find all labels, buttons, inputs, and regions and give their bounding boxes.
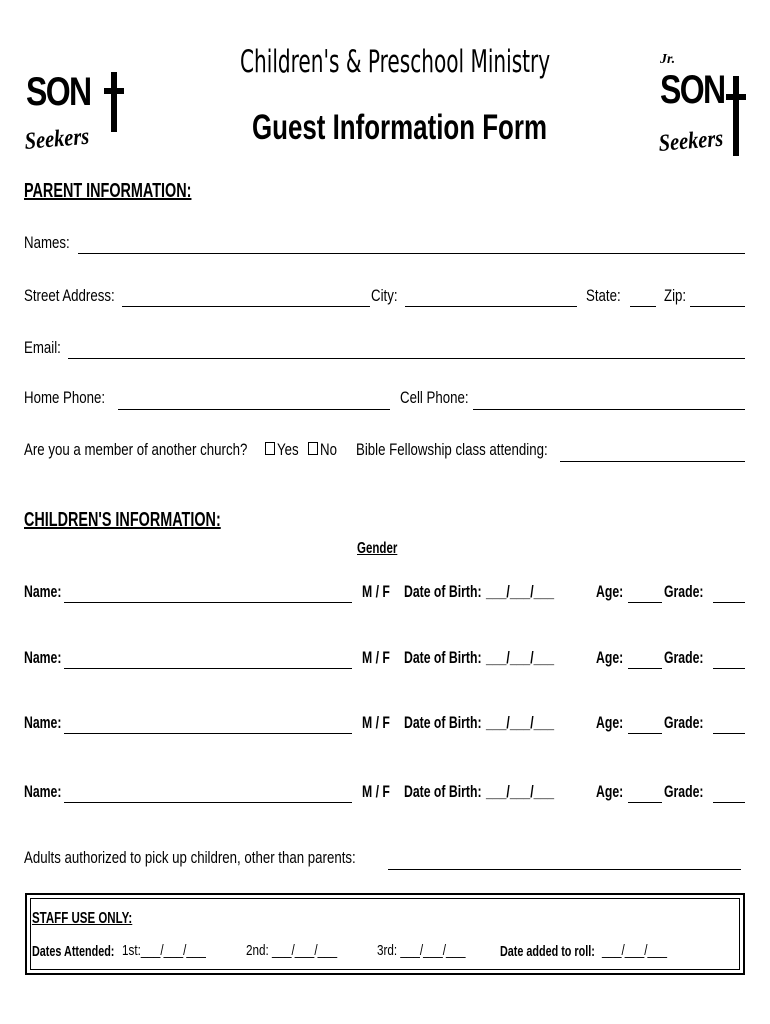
child-grade-label: Grade:: [664, 582, 704, 601]
child-age-label: Age:: [596, 582, 624, 601]
cell-phone-field[interactable]: [473, 409, 745, 410]
zip-field[interactable]: [690, 306, 745, 307]
son-seekers-logo-left: [24, 64, 119, 159]
child-name-label: Name:: [24, 582, 62, 601]
child-dob-field[interactable]: ___/___/___: [486, 782, 555, 801]
child-dob-field[interactable]: ___/___/___: [486, 713, 555, 732]
no-checkbox[interactable]: [308, 442, 318, 455]
adults-authorized-field[interactable]: [388, 869, 741, 870]
jr-son-seekers-logo-right: [656, 48, 751, 163]
child-grade-label: Grade:: [664, 648, 704, 667]
child-grade-field[interactable]: [713, 733, 745, 734]
children-section-heading: CHILDREN'S INFORMATION:: [24, 509, 221, 531]
parent-section-heading: PARENT INFORMATION:: [24, 180, 192, 202]
staff-use-box: [25, 893, 745, 975]
city-label: City:: [371, 286, 398, 305]
child-dob-label: Date of Birth:: [404, 648, 482, 667]
email-field[interactable]: [68, 358, 745, 359]
child-name-label: Name:: [24, 713, 62, 732]
zip-label: Zip:: [664, 286, 687, 305]
names-field[interactable]: [78, 253, 745, 254]
gender-header: Gender: [357, 540, 398, 557]
logo-right-seekers: Seekers: [657, 125, 724, 157]
home-phone-field[interactable]: [118, 409, 390, 410]
dates-attended-label: Dates Attended:: [32, 943, 115, 960]
street-address-field[interactable]: [122, 306, 370, 307]
child-age-label: Age:: [596, 713, 624, 732]
logo-left-seekers: Seekers: [23, 123, 90, 155]
staff-heading: STAFF USE ONLY:: [32, 910, 133, 927]
child-gender[interactable]: M / F: [362, 648, 390, 667]
home-phone-label: Home Phone:: [24, 388, 106, 407]
child-grade-label: Grade:: [664, 713, 704, 732]
fellowship-field[interactable]: [560, 461, 745, 462]
logo-right-jr: Jr.: [660, 52, 676, 67]
child-grade-field[interactable]: [713, 802, 745, 803]
child-gender[interactable]: M / F: [362, 713, 390, 732]
yes-label: Yes: [277, 440, 299, 459]
fellowship-label: Bible Fellowship class attending:: [356, 440, 548, 459]
first-attended-field[interactable]: 1st:___/___/___: [122, 942, 206, 959]
child-grade-field[interactable]: [713, 602, 745, 603]
street-address-label: Street Address:: [24, 286, 115, 305]
date-added-to-roll-field[interactable]: ___/___/___: [602, 942, 668, 959]
child-dob-label: Date of Birth:: [404, 782, 482, 801]
form-title: Guest Information Form: [252, 108, 547, 147]
names-label: Names:: [24, 233, 70, 252]
child-age-field[interactable]: [628, 733, 662, 734]
yes-checkbox[interactable]: [265, 442, 275, 455]
child-dob-label: Date of Birth:: [404, 713, 482, 732]
child-dob-field[interactable]: ___/___/___: [486, 582, 555, 601]
child-grade-field[interactable]: [713, 668, 745, 669]
child-age-label: Age:: [596, 648, 624, 667]
state-field[interactable]: [630, 306, 656, 307]
second-attended-field[interactable]: 2nd: ___/___/___: [246, 942, 338, 959]
third-attended-field[interactable]: 3rd: ___/___/___: [377, 942, 466, 959]
child-age-field[interactable]: [628, 802, 662, 803]
cross-icon: [726, 76, 746, 156]
email-label: Email:: [24, 338, 61, 357]
child-name-field[interactable]: [64, 802, 352, 803]
child-gender[interactable]: M / F: [362, 782, 390, 801]
logo-left-son: SON: [26, 70, 91, 114]
child-name-field[interactable]: [64, 733, 352, 734]
cell-phone-label: Cell Phone:: [400, 388, 469, 407]
member-question: Are you a member of another church?: [24, 440, 248, 459]
child-gender[interactable]: M / F: [362, 582, 390, 601]
child-age-field[interactable]: [628, 602, 662, 603]
child-age-label: Age:: [596, 782, 624, 801]
cross-icon: [104, 72, 124, 132]
child-grade-label: Grade:: [664, 782, 704, 801]
child-name-field[interactable]: [64, 602, 352, 603]
logo-right-son: SON: [660, 68, 725, 112]
child-name-label: Name:: [24, 648, 62, 667]
staff-use-inner-border: [30, 898, 740, 970]
no-label: No: [320, 440, 337, 459]
child-dob-field[interactable]: ___/___/___: [486, 648, 555, 667]
child-dob-label: Date of Birth:: [404, 582, 482, 601]
child-name-field[interactable]: [64, 668, 352, 669]
ministry-title: Children's & Preschool Ministry: [240, 44, 551, 80]
state-label: State:: [586, 286, 621, 305]
date-added-to-roll-label: Date added to roll:: [500, 943, 595, 960]
city-field[interactable]: [405, 306, 577, 307]
child-name-label: Name:: [24, 782, 62, 801]
adults-authorized-label: Adults authorized to pick up children, other than parents:: [24, 848, 356, 867]
child-age-field[interactable]: [628, 668, 662, 669]
